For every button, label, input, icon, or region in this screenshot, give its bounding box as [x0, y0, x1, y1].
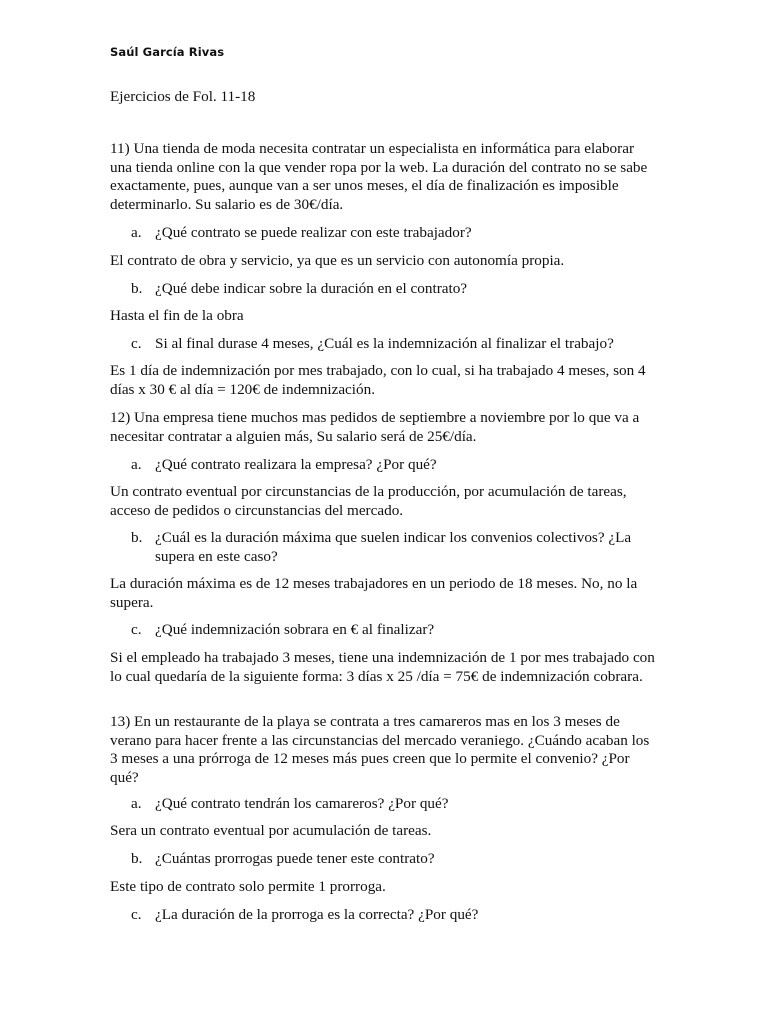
exercise-13-question-c [131, 906, 658, 925]
question-text: ¿Cuál es la duración máxima que suelen indicar los convenios colectivos? ¿La supera en este caso? [155, 529, 632, 565]
question-text: ¿Qué contrato se puede realizar con este trabajador? [155, 224, 472, 241]
list-letter: a. [131, 795, 142, 812]
exercise-12-question-b [131, 529, 658, 566]
question-text: ¿Qué contrato tendrán los camareros? ¿Por qué? [155, 795, 449, 812]
question-text: ¿Qué indemnización sobrara en € al finalizar? [155, 621, 435, 638]
exercise-11-question-b [131, 280, 658, 299]
exercise-11-answer-b: Hasta el fin de la obra [110, 307, 244, 324]
question-text: ¿Qué debe indicar sobre la duración en el contrato? [155, 280, 468, 297]
exercise-13-statement: 13) En un restaurante de la playa se contrata a tres camareros mas en los 3 meses de verano para hacer frente a las circunstancias del mercado veraniego. ¿Cuándo acaban los 3 meses a una prórroga de 12 meses más pues creen que lo permite el convenio? ¿Por qué? [110, 713, 650, 786]
exercise-13-question-b [131, 850, 658, 869]
exercise-13-answer-a: Sera un contrato eventual por acumulación de tareas. [110, 822, 432, 839]
exercise-12-answer-a: Un contrato eventual por circunstancias de la producción, por acumulación de tareas, acceso de pedidos o circunstancias del mercado. [110, 483, 627, 519]
list-letter: b. [131, 529, 143, 546]
list-letter: c. [131, 906, 142, 923]
question-text: ¿Cuántas prorrogas puede tener este contrato? [155, 850, 435, 867]
question-text: ¿Qué contrato realizara la empresa? ¿Por qué? [155, 456, 437, 473]
document-title: Ejercicios de Fol. 11-18 [110, 88, 256, 105]
list-letter: c. [131, 335, 142, 352]
exercise-13-answer-b: Este tipo de contrato solo permite 1 prorroga. [110, 878, 386, 895]
exercise-12-statement: 12) Una empresa tiene muchos mas pedidos de septiembre a noviembre por lo que va a necesitar contratar a alguien más, Su salario será de 25€/día. [110, 409, 640, 445]
exercise-11-statement: 11) Una tienda de moda necesita contratar un especialista en informática para elaborar una tienda online con la que vender ropa por la web. La duración del contrato no se sabe exactamente, pues, aunque van a ser unos meses, el día de finalización es imposible determinarlo. Su salario es de 30€/día. [110, 140, 648, 213]
exercise-12-answer-b: La duración máxima es de 12 meses trabajadores en un periodo de 18 meses. No, no la supera. [110, 575, 638, 611]
list-letter: b. [131, 280, 143, 297]
question-text: ¿La duración de la prorroga es la correcta? ¿Por qué? [155, 906, 479, 923]
exercise-11-answer-c: Es 1 día de indemnización por mes trabajado, con lo cual, si ha trabajado 4 meses, son 4 días x 30 € al día = 120€ de indemnización. [110, 362, 646, 398]
list-letter: a. [131, 456, 142, 473]
exercise-13-question-a [131, 795, 658, 814]
question-text: Si al final durase 4 meses, ¿Cuál es la indemnización al finalizar el trabajo? [155, 335, 614, 352]
exercise-11-question-c [131, 335, 658, 354]
list-letter: a. [131, 224, 142, 241]
list-letter: c. [131, 621, 142, 638]
list-letter: b. [131, 850, 143, 867]
exercise-12-question-a [131, 456, 658, 475]
author-name: Saúl García Rivas [110, 45, 225, 59]
exercise-11-question-a [131, 224, 658, 243]
exercise-12-answer-c: Si el empleado ha trabajado 3 meses, tiene una indemnización de 1 por mes trabajado con lo cual quedaría de la siguiente forma: 3 días x 25 /día = 75€ de indemnización cobrara. [110, 649, 655, 685]
exercise-11-answer-a: El contrato de obra y servicio, ya que es un servicio con autonomía propia. [110, 252, 565, 269]
exercise-12-question-c [131, 621, 658, 640]
